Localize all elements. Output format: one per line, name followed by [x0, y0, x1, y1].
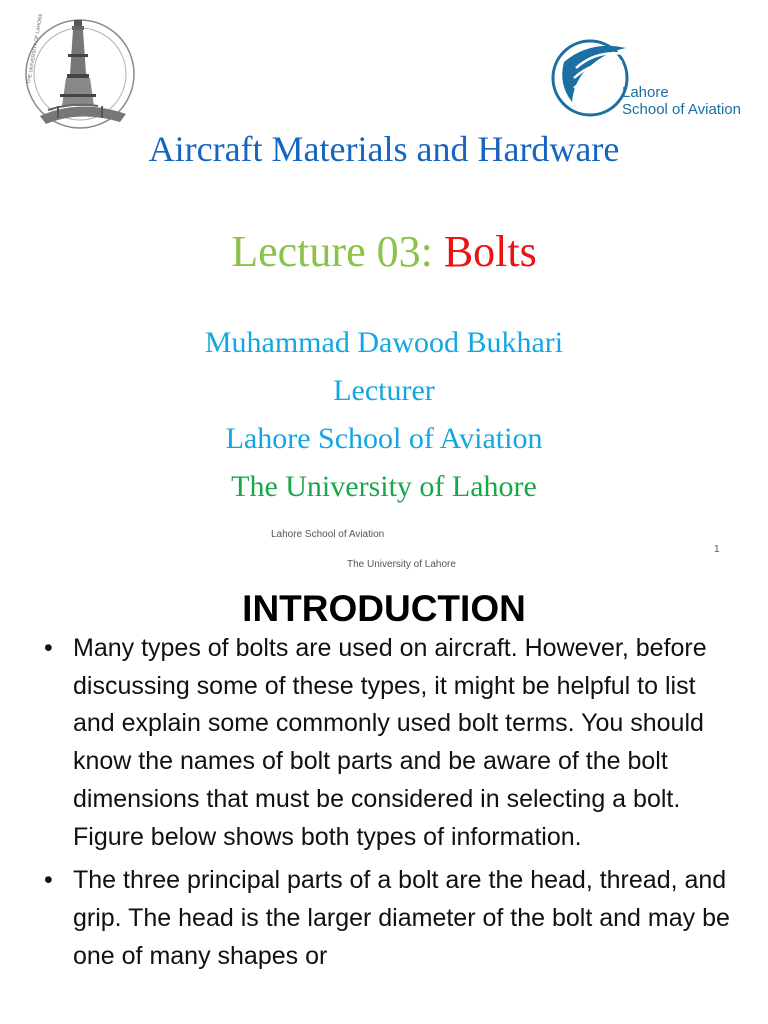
slide-heading: INTRODUCTION	[242, 588, 526, 629]
footer-page-number: 1	[714, 544, 720, 555]
school-name: Lahore School of Aviation	[225, 422, 543, 455]
bullet-text: Many types of bolts are used on aircraft. However, before discussing some of these types, it might be helpful to list and explain some commonly used bolt terms. You should know the names of bolt parts and be aware of the bolt dimensions that must be considered in selecting a bolt. Figure below shows both types of information.	[73, 634, 707, 851]
university-name: The University of Lahore	[231, 470, 537, 503]
bullet-icon: •	[44, 866, 53, 895]
lahore-school-of-aviation-logo	[550, 32, 755, 122]
introduction-slide	[0, 580, 768, 1024]
lecture-heading	[0, 226, 768, 277]
list-item	[44, 630, 744, 856]
author-name: Muhammad Dawood Bukhari	[204, 326, 564, 359]
author-role: Lecturer	[333, 374, 435, 407]
list-item	[44, 862, 744, 975]
bullet-list	[44, 630, 744, 981]
lecture-topic: Bolts	[443, 227, 537, 276]
svg-text:THE UNIVERSITY OF LAHORE: THE UNIVERSITY OF LAHORE	[26, 14, 45, 85]
aviation-wing-icon	[550, 32, 630, 122]
course-title: Aircraft Materials and Hardware	[148, 129, 620, 169]
university-of-lahore-logo-icon	[18, 14, 138, 132]
school-logo-line2: School of Aviation	[622, 101, 741, 118]
footer-school: Lahore School of Aviation	[271, 529, 385, 540]
lecture-prefix: Lecture 03:	[231, 227, 444, 276]
bullet-text: The three principal parts of a bolt are the head, thread, and grip. The head is the larger diameter of the bolt and may be one of many shapes or	[73, 866, 730, 970]
school-logo-text	[622, 84, 741, 118]
footer-university: The University of Lahore	[347, 559, 456, 570]
school-logo-line1: Lahore	[622, 84, 669, 101]
bullet-icon: •	[44, 634, 53, 662]
